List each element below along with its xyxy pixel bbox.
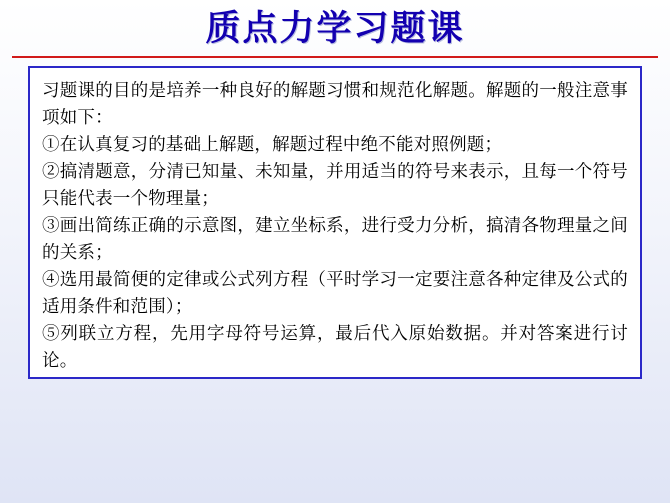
paragraph-4: ③画出简练正确的示意图，建立坐标系，进行受力分析，搞清各物理量之间的关系； — [42, 216, 628, 263]
paragraph-5: ④选用最简便的定律或公式列方程（平时学习一定要注意各种定律及公式的适用条件和范围）； — [42, 270, 628, 317]
paragraph-1: 习题课的目的是培养一种良好的解题习惯和规范化解题。解题的一般注意事项如下： — [42, 81, 628, 128]
title-divider — [12, 56, 658, 58]
paragraph-3: ②搞清题意，分清已知量、未知量，并用适当的符号来表示，且每一个符号只能代表一个物理量； — [42, 162, 628, 209]
page-title: 质点力学习题课 — [205, 8, 465, 49]
paragraph-2: ①在认真复习的基础上解题，解题过程中绝不能对照例题； — [42, 135, 503, 155]
paragraph-6: ⑤列联立方程，先用字母符号运算，最后代入原始数据。并对答案进行讨论。 — [42, 324, 628, 371]
content-box — [28, 66, 642, 379]
title-block — [0, 8, 670, 50]
